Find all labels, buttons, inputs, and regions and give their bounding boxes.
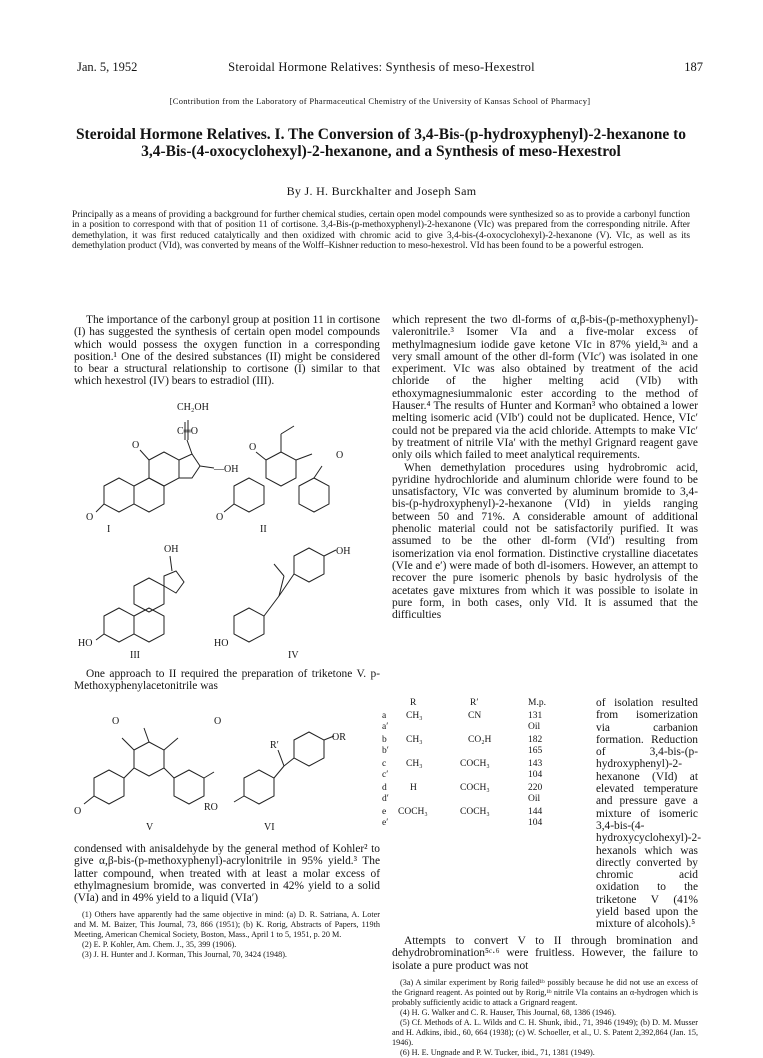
footnote: (5) Cf. Methods of A. L. Wilds and C. H. Shunk, ibid., 71, 3946 (1949); (b) D. M. Musser and H. Adkins, ibid., 60, 664 (1938); (c) W. Schoeller, et al., U. S. Patent 2,392,864 (Jan. 15, 1946). — [392, 1018, 698, 1047]
oxygen-label: O — [132, 440, 140, 451]
page-number: 187 — [684, 60, 703, 74]
table-row — [360, 711, 600, 722]
row-r-prime: COCH₃ — [460, 807, 490, 817]
hydroxyl-label: OH — [336, 546, 351, 557]
bromination-paragraph: Attempts to convert V to II through bromination and dehydrobromination⁵ᶜ·⁶ were fruitless. However, the failure to isolate a pure product was not — [392, 935, 698, 972]
right-column — [392, 314, 698, 621]
structure-VI-label: VI — [264, 822, 275, 833]
structure-IV-hexestrol — [234, 548, 336, 642]
table-row — [360, 770, 600, 781]
left-column-condensation — [74, 843, 380, 904]
oxygen-label: O — [86, 512, 94, 523]
table-row — [360, 818, 600, 829]
row-mp: 165 — [528, 746, 543, 756]
table-row — [360, 783, 600, 794]
row-key: e′ — [382, 818, 389, 828]
structures-figure-top — [74, 396, 380, 664]
row-key: c′ — [382, 770, 389, 780]
header-r-prime: R′ — [470, 698, 479, 708]
row-r-prime: CN — [468, 711, 482, 721]
approach-paragraph: One approach to II required the preparation of triketone V. p-Methoxyphenylacetonitrile was — [74, 668, 380, 693]
carbonyl-label: C═O — [177, 426, 198, 437]
row-key: a — [382, 711, 387, 721]
structure-V-label: V — [146, 822, 154, 833]
table-row — [360, 759, 600, 770]
ro-label: RO — [204, 802, 218, 813]
row-mp: 182 — [528, 735, 543, 745]
r-prime-label: R′ — [270, 740, 279, 751]
hydroxyl-label: HO — [78, 638, 93, 649]
demethylation-paragraph: When demethylation procedures using hydrobromic acid, pyridine hydrochloride and aluminum chloride were found to be unsatisfactory, VIc was converted by aluminum bromide to 3,4-bis-(p-hydroxyphenyl)-2-hexanone (VId) in yields ranging between 50 and 71%. A considerable amount of additional phenolic material could not be satisfactorily purified. It was assumed to be the other dl-form (VId′) resulting from isomerization via enol formation. Distinctive crystalline diacetates (VIe and e′) were made of both dl-isomers. However, an attempt to recover the pure isomeric phenols by basic hydrolysis of the acetates gave mixtures from which it was possible to isolate in pure form, in both cases, only VId. It is assumed that the difficulties — [392, 461, 698, 622]
row-key: a′ — [382, 722, 389, 732]
row-key: e — [382, 807, 387, 817]
footnote: (6) H. E. Ungnade and P. W. Tucker, ibid., 71, 1381 (1949). — [400, 1048, 595, 1057]
isomer-paragraph: which represent the two dl-forms of α,β-bis-(p-methoxyphenyl)-valeronitrile.³ Isomer VIa and a five-molar excess of methylmagnesium iodide gave ketone VIc in 87% yield,³ᵃ and a very small amount of the other dl-form (VIc′) was isolated in one experiment. VIc was also obtained by treatment of the acid chloride of the higher melting acid (VIb) with ethoxymagnesiummalonic ester according to the method of Hauser.⁴ The results of Hunter and Korman³ who obtained a lower melting isomeric acid (VIb′) could not be duplicated. Hence, VIc′ could not be prepared via the acid chloride. Attempts to make VIc′ by treatment of nitrile VIa′ with the methyl Grignard reagent gave only oils which failed to meet analytical requirements. — [392, 314, 698, 462]
right-column-bromination — [392, 935, 698, 972]
row-r: H — [410, 783, 417, 793]
row-r: CH₃ — [406, 735, 423, 745]
footnote: (3a) A similar experiment by Rorig failed¹ᵇ possibly because he did not use an excess of the Grignard reagent. As pointed out by Rorig,¹ᵇ nitrile VIa contains an α-hydrogen which is probably sufficiently acidic to attack a Grignard reagent. — [392, 978, 698, 1007]
hydroxyl-label: HO — [214, 638, 229, 649]
running-header-title: Steroidal Hormone Relatives: Synthesis of meso-Hexestrol — [228, 60, 535, 74]
oxygen-label: O — [74, 806, 82, 817]
structure-III-estradiol — [96, 556, 184, 642]
row-key: b — [382, 735, 387, 745]
ch2oh-label: CH₂OH — [177, 402, 209, 413]
row-mp: 104 — [528, 818, 543, 828]
row-mp: 220 — [528, 783, 543, 793]
abstract: Principally as a means of providing a background for further chemical studies, certain open model compounds were synthesized so as to provide a carbonyl function in a position to correspond with that of position 11 of cortisone. 3,4-Bis-(p-methoxyphenyl)-2-hexanone (VIc) was prepared from the corresponding nitrile. After demethylation, it was first reduced catalytically and then oxidized with chromic acid to give 3,4-bis-(4-oxocyclohexyl)-2-hexanone (V). VIc, as well as its demethylation product (VId), was converted by means of the Wolff–Kishner reduction to meso-hexestrol. VId has been found to be a powerful estrogen. — [72, 210, 690, 252]
footnote: (4) H. G. Walker and C. R. Hauser, This Journal, 68, 1386 (1946). — [400, 1008, 617, 1017]
contribution-line: [Contribution from the Laboratory of Pharmaceutical Chemistry of the University of Kansas School of Pharmacy] — [169, 96, 591, 106]
row-key: d′ — [382, 794, 389, 804]
table-row — [360, 746, 600, 757]
left-column-intro — [74, 314, 380, 388]
row-key: d — [382, 783, 387, 793]
header-r: R — [410, 698, 417, 708]
table-row — [360, 807, 600, 818]
running-header-date: Jan. 5, 1952 — [77, 60, 138, 74]
isolation-paragraph: of isolation resulted from isomerization via carbanion formation. Reduction of 3,4-bis-(p-hydroxyphenyl)-2-hexanone (VId) at elevated temperature and pressure gave a mixture of isomeric 3,4-bis-(4-hydroxycyclohexyl)-2-hexanols which was directly converted by chromic acid oxidation to the triketone V (41% yield based upon the mixture of alcohols).⁵ — [596, 697, 702, 931]
table-row — [360, 794, 600, 805]
footnotes-left — [74, 910, 380, 960]
structures-figure-bottom — [74, 700, 360, 840]
or-label: OR — [332, 732, 346, 743]
oxygen-label: O — [336, 450, 344, 461]
oxygen-label: O — [216, 512, 224, 523]
row-mp: 144 — [528, 807, 543, 817]
row-r: CH₃ — [406, 759, 423, 769]
row-r: CH₃ — [406, 711, 423, 721]
row-mp: 143 — [528, 759, 543, 769]
header-mp: M.p. — [528, 698, 546, 708]
table-header — [360, 698, 600, 710]
row-r-prime: CO₂H — [468, 735, 492, 745]
footnote: (2) E. P. Kohler, Am. Chem. J., 35, 399 (1906). — [82, 940, 237, 949]
row-r-prime: COCH₃ — [460, 783, 490, 793]
structure-II-label: II — [260, 524, 267, 535]
oxygen-label: O — [214, 716, 222, 727]
hydroxyl-label: OH — [164, 544, 179, 555]
footnotes-right — [392, 978, 698, 1058]
footnote: (3) J. H. Hunter and J. Korman, This Journal, 70, 3424 (1948). — [82, 950, 287, 959]
condensation-paragraph: condensed with anisaldehyde by the general method of Kohler² to give α,β-bis-(p-methoxyphenyl)-acrylonitrile in 95% yield.³ The latter compound, when treated with at least a molar excess of ethylmagnesium bromide, was converted in 42% yield to a solid (VIa) and in 49% yield to a liquid (VIa′) — [74, 843, 380, 905]
authors-line: By J. H. Burckhalter and Joseph Sam — [286, 184, 477, 198]
right-column-narrow — [596, 697, 702, 931]
table-row — [360, 735, 600, 746]
left-column-approach — [74, 668, 380, 693]
row-r-prime: COCH₃ — [460, 759, 490, 769]
row-mp: 104 — [528, 770, 543, 780]
row-mp: Oil — [528, 722, 541, 732]
table-row — [360, 722, 600, 733]
footnote: (1) Others have apparently had the same objective in mind: (a) D. R. Satriana, A. Loter and M. M. Baizer, This Journal, 73, 866 (1951); (b) K. Rorig, Abstracts of Papers, 119th Meeting, American Chemical Society, Boston, Mass., April 1 to 5, 1951, p. 20 M. — [74, 910, 380, 939]
row-r: COCH₃ — [398, 807, 428, 817]
structure-V — [84, 728, 214, 804]
structure-II — [224, 426, 329, 512]
oxygen-label: O — [249, 442, 257, 453]
article-title: Steroidal Hormone Relatives. I. The Conversion of 3,4-Bis-(p-hydroxyphenyl)-2-hexanone to 3,4-Bis-(4-oxocyclohexyl)-2-hexanone, and a Synthesis of meso-Hexestrol — [75, 126, 687, 160]
hydroxyl-17-label: —OH — [214, 464, 239, 475]
structure-I-label: I — [107, 524, 111, 535]
row-key: b′ — [382, 746, 389, 756]
structure-III-label: III — [130, 650, 140, 661]
row-mp: Oil — [528, 794, 541, 804]
row-mp: 131 — [528, 711, 543, 721]
structure-IV-label: IV — [288, 650, 299, 661]
row-key: c — [382, 759, 387, 769]
intro-paragraph: The importance of the carbonyl group at position 11 in cortisone (I) has suggested the synthesis of certain open model compounds which would possess the oxygen function in a corresponding position.¹ One of the desired substances (II) might be considered to bear a structural relationship to cortisone (I) similar to that which hexestrol (IV) bears to estradiol (III). — [74, 314, 380, 388]
oxygen-label: O — [112, 716, 120, 727]
structure-VI — [234, 732, 334, 804]
